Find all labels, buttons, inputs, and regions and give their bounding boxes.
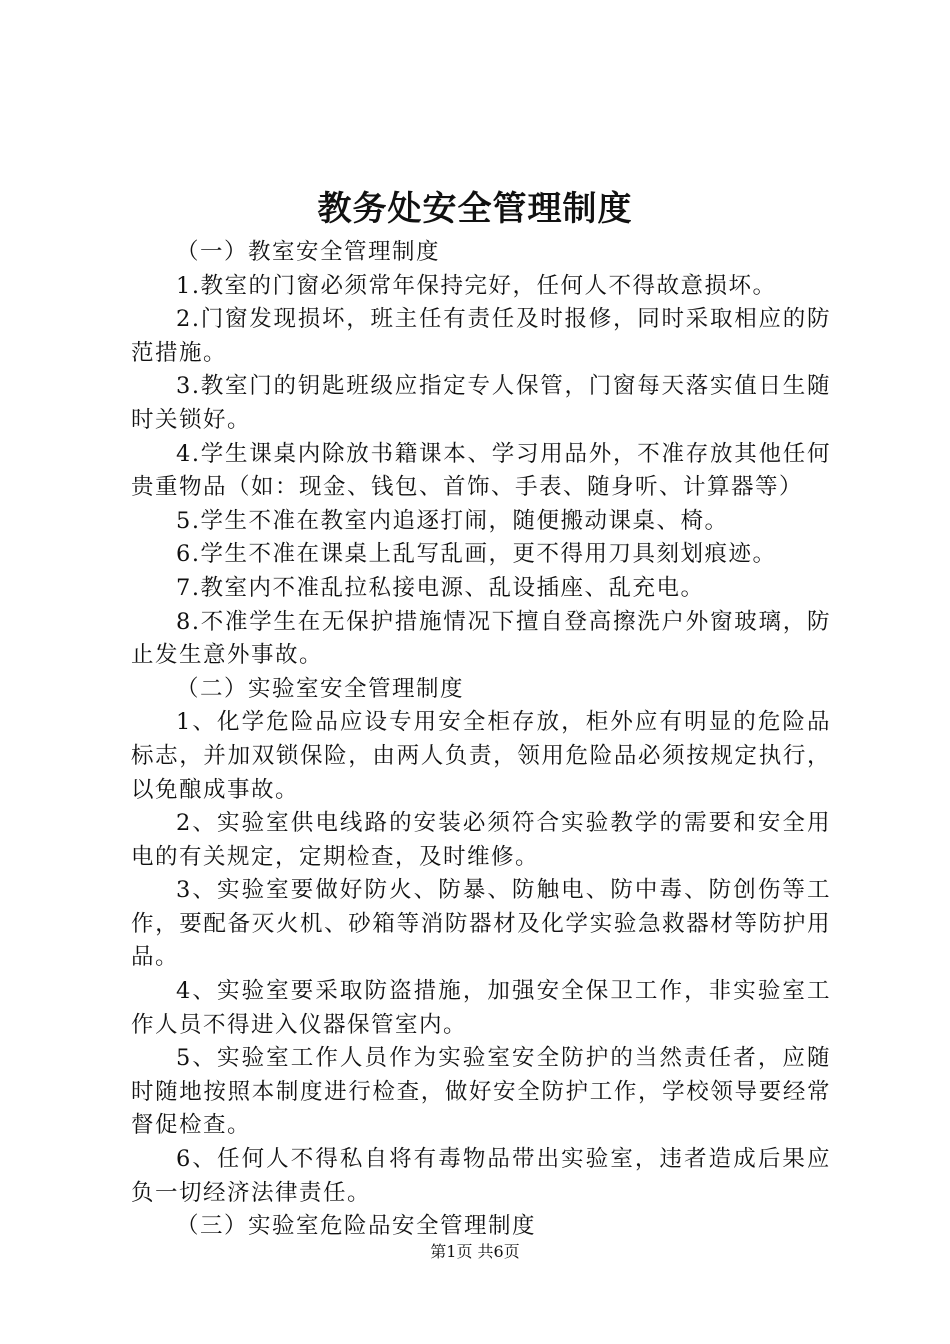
paragraph: 1.教室的门窗必须常年保持完好，任何人不得故意损坏。: [176, 272, 777, 299]
page-footer: 第1页 共6页: [430, 1242, 520, 1261]
section-heading: （三）实验室危险品安全管理制度: [176, 1213, 537, 1240]
paragraph: 5.学生不准在教室内追逐打闹，随便搬动课桌、椅。: [176, 507, 729, 534]
paragraph: 3、实验室要做好防火、防暴、防触电、防中毒、防创伤等工作，要配备灭火机、砂箱等消防器材及化学实验急救器材等防护用品。: [131, 877, 831, 971]
paragraph: 3.教室门的钥匙班级应指定专人保管，门窗每天落实值日生随时关锁好。: [131, 373, 831, 433]
paragraph: 2.门窗发现损坏，班主任有责任及时报修，同时采取相应的防范措施。: [131, 306, 831, 366]
paragraph: 8.不准学生在无保护措施情况下擅自登高擦洗户外窗玻璃，防止发生意外事故。: [131, 608, 831, 669]
paragraph: 1、化学危险品应设专用安全柜存放，柜外应有明显的危险品标志，并加双锁保险，由两人负责，领用危险品必须按规定执行，以免酿成事故。: [131, 709, 831, 803]
paragraph: 6.学生不准在课桌上乱写乱画，更不得用刀具刻划痕迹。: [176, 541, 777, 568]
paragraph: 5、实验室工作人员作为实验室安全防护的当然责任者，应随时随地按照本制度进行检查，做好安全防护工作，学校领导要经常督促检查。: [131, 1045, 831, 1139]
section-heading: （一）教室安全管理制度: [176, 239, 441, 265]
document-body: [131, 236, 831, 1244]
section-heading: （二）实验室安全管理制度: [176, 675, 465, 702]
paragraph: 4.学生课桌内除放书籍课本、学习用品外，不准存放其他任何贵重物品（如：现金、钱包、首饰、手表、随身听、计算器等）: [131, 440, 831, 501]
document-title: 教务处安全管理制度: [317, 189, 633, 229]
paragraph: 2、实验室供电线路的安装必须符合实验教学的需要和安全用电的有关规定，定期检查，及时维修。: [131, 810, 831, 870]
paragraph: 4、实验室要采取防盗措施，加强安全保卫工作，非实验室工作人员不得进入仪器保管室内。: [131, 978, 831, 1038]
paragraph: 7.教室内不准乱拉私接电源、乱设插座、乱充电。: [176, 574, 705, 601]
paragraph: 6、任何人不得私自将有毒物品带出实验室，违者造成后果应负一切经济法律责任。: [131, 1146, 831, 1206]
